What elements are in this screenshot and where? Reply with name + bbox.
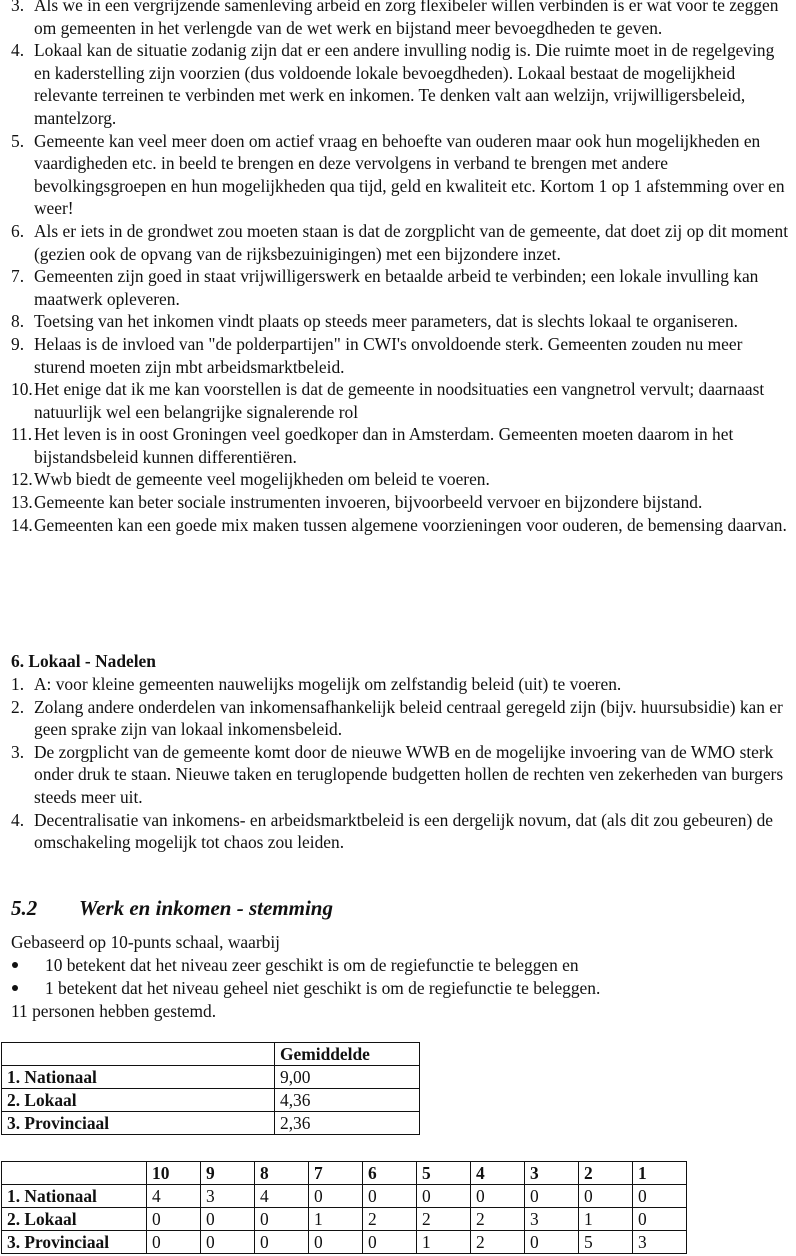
list-item-number: 9.: [11, 333, 25, 354]
list-item-text: Wwb biedt de gemeente veel mogelijkheden om beleid te voeren.: [34, 469, 490, 490]
row-label: 1. Nationaal: [2, 1066, 275, 1089]
vote-count: 3: [525, 1208, 579, 1231]
table-header-row: [2, 1043, 420, 1066]
score-header-cell: 2: [579, 1162, 633, 1185]
row-label: 3. Provinciaal: [2, 1112, 275, 1135]
nadelen-list: [0, 673, 796, 854]
list-item-text: Gemeenten kan een goede mix maken tussen algemene voorzieningen voor ouderen, de bemensing daarvan.: [34, 514, 787, 535]
list-item-text: Gemeenten zijn goed in staat vrijwilligerswerk en betaalde arbeid te verbinden; een lokale invulling kan maatwerk opleveren.: [34, 266, 759, 309]
list-item-text: Als er iets in de grondwet zou moeten staan is dat de zorgplicht van de gemeente, dat doet zij op dit moment (gezien ook de opvang van de rijksbezuinigingen) met een bijzondere inzet.: [34, 220, 789, 264]
row-label: 2. Lokaal: [2, 1089, 275, 1112]
score-header-cell: 5: [417, 1162, 471, 1185]
list-item: [0, 220, 796, 265]
vote-count: 0: [309, 1231, 363, 1254]
score-header-cell: 1: [633, 1162, 687, 1185]
table-row: [2, 1231, 687, 1254]
table-row: [2, 1112, 420, 1135]
list-item-number: 14.: [11, 514, 33, 535]
vote-distribution-table: [1, 1161, 687, 1254]
list-item: [0, 423, 796, 468]
score-header-cell: 6: [363, 1162, 417, 1185]
list-item-number: 3.: [11, 741, 25, 762]
bullet-text: 10 betekent dat het niveau zeer geschikt is om de regiefunctie te beleggen en: [45, 955, 579, 975]
vote-count: 0: [147, 1208, 201, 1231]
vote-count: 0: [363, 1231, 417, 1254]
list-item-text: Gemeente kan veel meer doen om actief vraag en behoefte van ouderen maar ook hun mogelijkheden en vaardigheden etc. in beeld te brengen en deze vervolgens in verband te brengen met andere bevolkingsgroepen en hun mogelijkheden qua tijd, geld en kwaliteit etc. Kortom 1 op 1 afstemming over en weer!: [34, 130, 785, 219]
list-item: [0, 39, 796, 129]
list-item-text: De zorgplicht van de gemeente komt door de nieuwe WWB en de mogelijke invoering van de WMO sterk onder druk te staan. Nieuwe taken en teruglopende budgetten hollen de rechten ven zekerheden van burgers steeds meer uit.: [34, 741, 784, 807]
vote-count: 0: [417, 1185, 471, 1208]
list-item-number: 1.: [11, 674, 25, 694]
average-score-table: [1, 1042, 420, 1135]
vote-count: 4: [147, 1185, 201, 1208]
vote-count: 0: [201, 1208, 255, 1231]
average-value: 9,00: [275, 1066, 420, 1089]
vote-count: 0: [309, 1185, 363, 1208]
row-label: 3. Provinciaal: [2, 1231, 147, 1254]
list-item-number: 8.: [11, 311, 25, 332]
list-item: [0, 0, 796, 39]
vote-count: 2: [363, 1208, 417, 1231]
vote-count: 0: [633, 1185, 687, 1208]
vote-count: 2: [471, 1231, 525, 1254]
list-item: [0, 741, 796, 809]
list-item-text: Toetsing van het inkomen vindt plaats op steeds meer parameters, dat is slechts lokaal te organiseren.: [34, 311, 739, 332]
vote-count: 0: [201, 1231, 255, 1254]
vote-count: 5: [579, 1231, 633, 1254]
list-item-number: 13.: [11, 492, 33, 513]
list-item: [0, 809, 796, 854]
bullet-icon: [12, 962, 18, 968]
list-item-text: Het enige dat ik me kan voorstellen is dat de gemeente in noodsituaties een vangnetrol vervult; daarnaast natuurlijk wel een belangrijke signalerende rol: [34, 379, 765, 422]
bullet-icon: [12, 985, 18, 991]
vote-count: 1: [309, 1208, 363, 1231]
list-item: [0, 673, 796, 696]
vote-count: 3: [633, 1231, 687, 1254]
section-heading-lokaal-nadelen: 6. Lokaal - Nadelen: [11, 651, 156, 671]
vote-count: 1: [417, 1231, 471, 1254]
list-item: [0, 514, 796, 537]
list-item-number: 5.: [11, 130, 25, 151]
list-item: [0, 378, 796, 423]
average-value: 4,36: [275, 1089, 420, 1112]
table-header-row: [2, 1162, 687, 1185]
table-row: [2, 1185, 687, 1208]
vote-count: 2: [417, 1208, 471, 1231]
section-title: Werk en inkomen - stemming: [79, 896, 333, 920]
list-item: [0, 130, 796, 220]
voters-count: 11 personen hebben gestemd.: [11, 1001, 217, 1021]
list-item: [0, 696, 796, 741]
row-label: 2. Lokaal: [2, 1208, 147, 1231]
list-item-text: Decentralisatie van inkomens- en arbeidsmarktbeleid is een dergelijk novum, dat (als dit zou gebeuren) de omschakeling mogelijk tot chaos zou leiden.: [34, 809, 774, 853]
score-header-cell: 8: [255, 1162, 309, 1185]
section-heading-werk-en-inkomen: [11, 897, 333, 920]
vote-count: 0: [525, 1231, 579, 1254]
score-header-cell: 4: [471, 1162, 525, 1185]
list-item: [0, 333, 796, 378]
table-header-cell: [2, 1043, 275, 1066]
list-item-number: 6.: [11, 220, 25, 241]
score-header-cell: 7: [309, 1162, 363, 1185]
vote-count: 3: [201, 1185, 255, 1208]
score-header-cell: 9: [201, 1162, 255, 1185]
bullet-item: [0, 977, 796, 1000]
list-item-number: 4.: [11, 40, 25, 61]
scale-bullets: [0, 954, 796, 999]
list-item: [0, 310, 796, 333]
list-item-number: 4.: [11, 809, 25, 830]
list-item-text: Als we in een vergrijzende samenleving arbeid en zorg flexibeler willen verbinden is er wat voor te zeggen om gemeenten in het verlengde van de wet werk en bijstand meer bevoegdheden te geven.: [34, 0, 779, 38]
list-item-text: Lokaal kan de situatie zodanig zijn dat er een andere invulling nodig is. Die ruimte moet in de regelgeving en kaderstelling zijn voorzien (dus voldoende lokale bevoegdheden). Lokaal bestaat de mogelijkheid relevante terreinen te verbinden met werk en inkomen. Te denken valt aan welzijn, vrijwilligersbeleid, mantelzorg.: [34, 40, 775, 128]
table-row: [2, 1208, 687, 1231]
section-number: 5.2: [11, 896, 38, 920]
list-item-number: 7.: [11, 266, 25, 287]
list-item-number: 3.: [11, 0, 25, 15]
vote-count: 0: [147, 1231, 201, 1254]
vote-count: 0: [471, 1185, 525, 1208]
list-item: [0, 265, 796, 310]
vote-count: 0: [579, 1185, 633, 1208]
list-item-number: 12.: [11, 469, 33, 490]
table-header-cell: [2, 1162, 147, 1185]
list-item-text: Helaas is de invloed van "de polderpartijen" in CWI's onvoldoende sterk. Gemeenten zouden nu meer sturend moeten zijn mbt arbeidsmarktbeleid.: [34, 333, 743, 377]
table-row: [2, 1089, 420, 1112]
voordelen-list: [0, 0, 796, 536]
list-item-text: Zolang andere onderdelen van inkomensafhankelijk beleid centraal geregeld zijn (bijv. huursubsidie) kan er geen sprake zijn van lokaal inkomensbeleid.: [34, 696, 783, 740]
list-item-text: Gemeente kan beter sociale instrumenten invoeren, bijvoorbeeld vervoer en bijzondere bijstand.: [34, 492, 703, 513]
vote-count: 0: [525, 1185, 579, 1208]
list-item-number: 10.: [11, 379, 33, 400]
list-item: [0, 491, 796, 514]
vote-count: 0: [255, 1231, 309, 1254]
scale-intro: Gebaseerd op 10-punts schaal, waarbij: [11, 932, 280, 952]
bullet-text: 1 betekent dat het niveau geheel niet geschikt is om de regiefunctie te beleggen.: [45, 977, 601, 998]
score-header-cell: 10: [147, 1162, 201, 1185]
row-label: 1. Nationaal: [2, 1185, 147, 1208]
table-header-cell: Gemiddelde: [275, 1043, 420, 1066]
list-item-number: 2.: [11, 696, 25, 717]
bullet-item: [0, 954, 796, 977]
vote-count: 2: [471, 1208, 525, 1231]
vote-count: 0: [363, 1185, 417, 1208]
list-item-number: 11.: [11, 424, 33, 445]
vote-count: 4: [255, 1185, 309, 1208]
vote-count: 0: [633, 1208, 687, 1231]
vote-count: 0: [255, 1208, 309, 1231]
list-item-text: Het leven is in oost Groningen veel goedkoper dan in Amsterdam. Gemeenten moeten daarom in het bijstandsbeleid kunnen differentiëren.: [34, 424, 734, 467]
vote-count: 1: [579, 1208, 633, 1231]
list-item: [0, 468, 796, 491]
table-row: [2, 1066, 420, 1089]
score-header-cell: 3: [525, 1162, 579, 1185]
list-item-text: A: voor kleine gemeenten nauwelijks mogelijk om zelfstandig beleid (uit) te voeren.: [34, 674, 622, 694]
average-value: 2,36: [275, 1112, 420, 1135]
